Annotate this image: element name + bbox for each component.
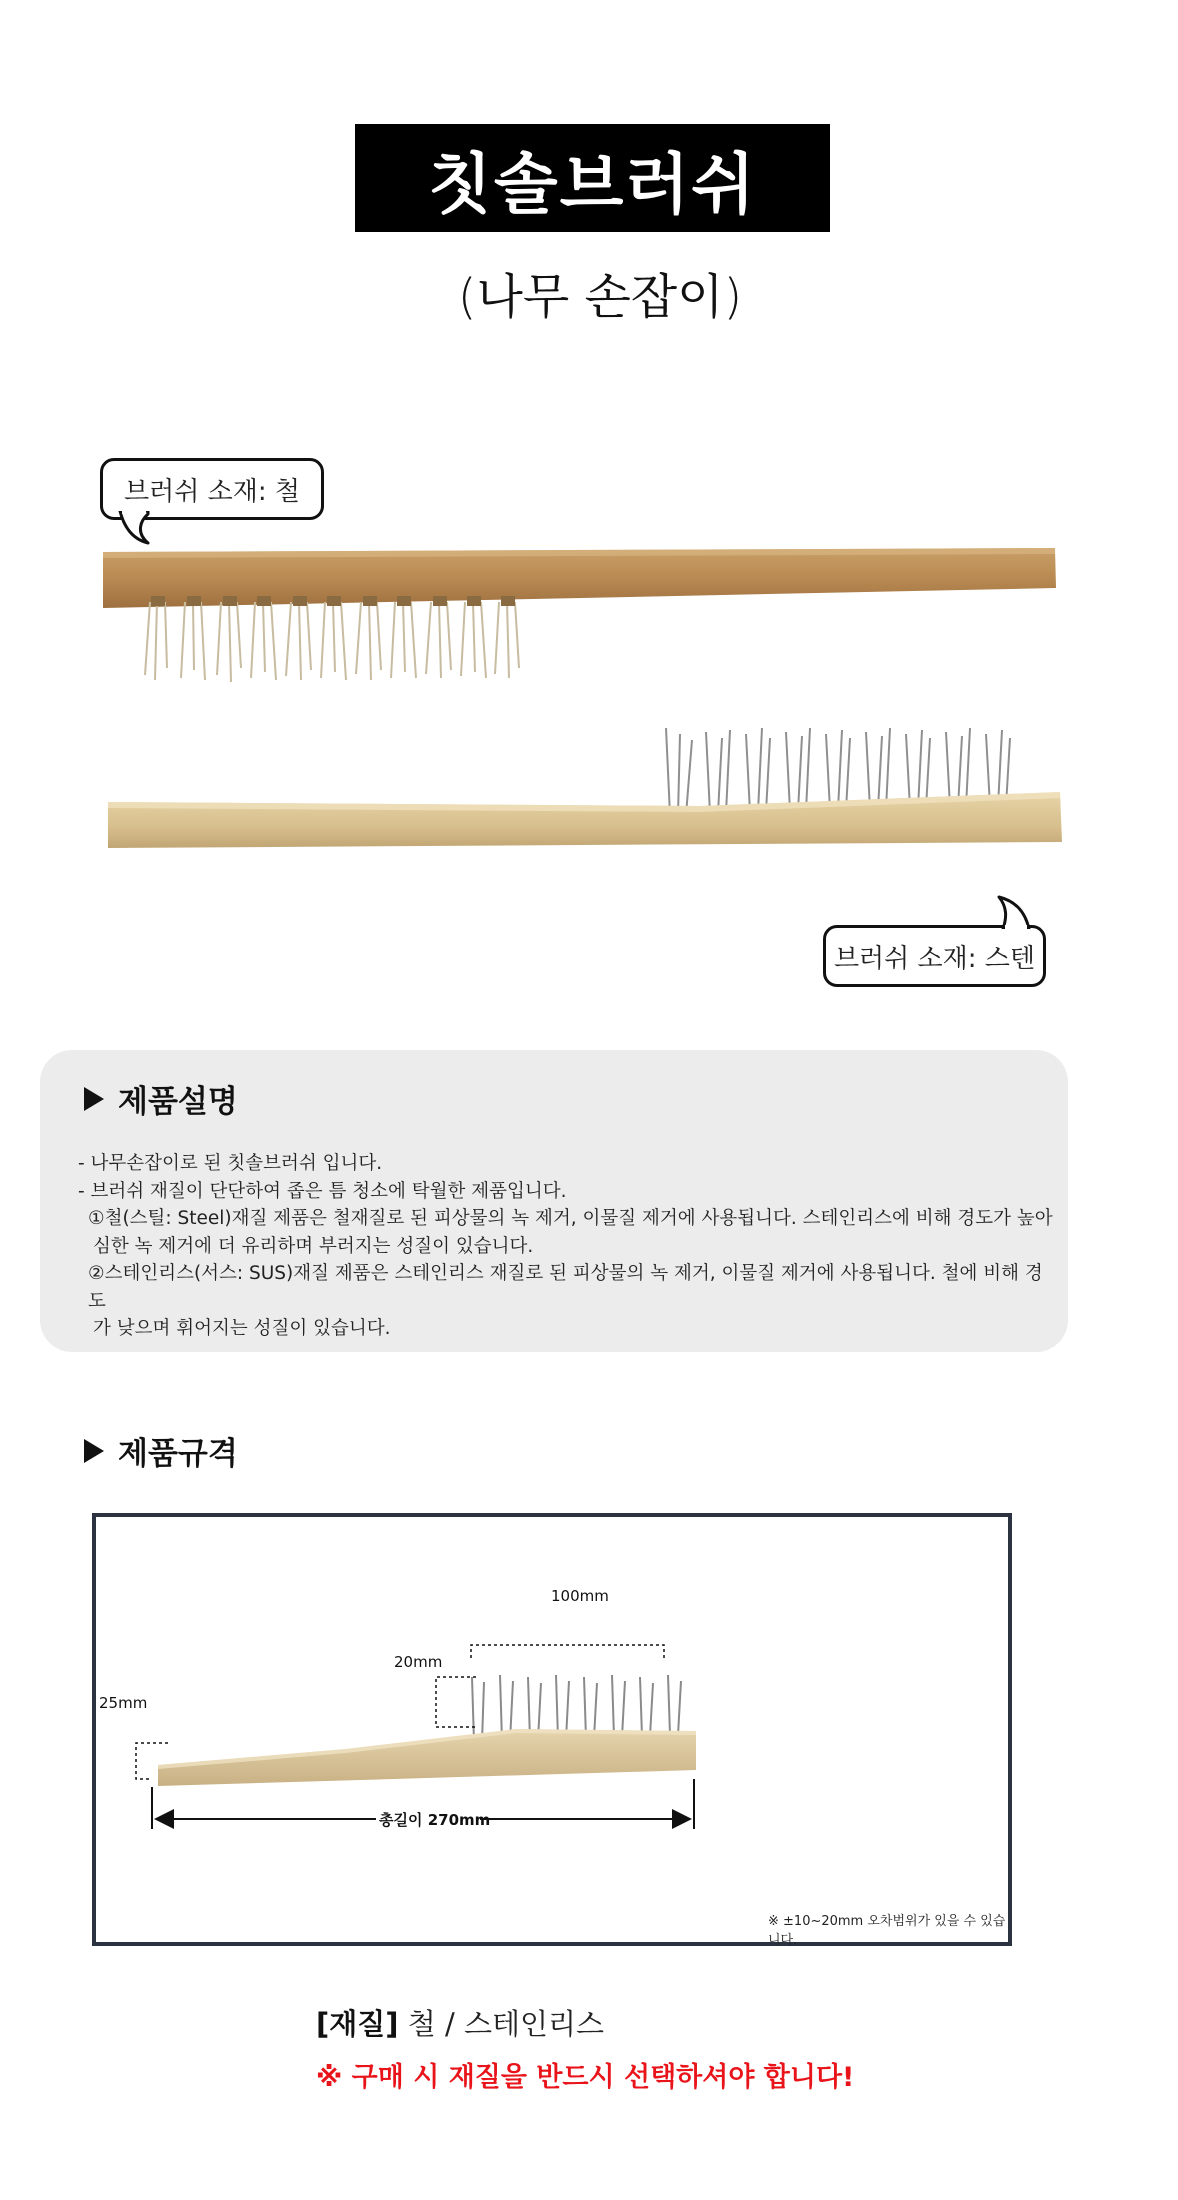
bristle-length-label: 100mm [551,1587,609,1605]
description-line: - 브러쉬 재질이 단단하여 좁은 틈 청소에 탁월한 제품입니다. [78,1180,567,1202]
description-line: 가 낮으며 휘어지는 성질이 있습니다. [93,1318,391,1339]
description-heading: 제품설명 [118,1084,238,1120]
spec-diagram-frame [92,1513,1012,1946]
material-value: 철 / 스테인리스 [407,2007,605,2041]
page-title: 칫솔브러쉬 [428,145,757,223]
stainless-material-bubble [823,925,1046,987]
page-subtitle: (나무 손잡이) [457,269,743,325]
description-line: 심한 녹 제거에 더 유리하며 부러지는 성질이 있습니다. [93,1235,534,1257]
total-length-label: 총길이 270mm [379,1811,491,1829]
spec-heading: 제품규격 [118,1436,238,1472]
material-line [316,2002,604,2043]
bristle-height-label: 20mm [394,1653,443,1671]
steel-brush-photo [95,540,1075,700]
description-text [78,1150,1058,1343]
bubble-tail-bottom [995,893,1035,929]
stainless-brush-photo [100,720,1080,880]
description-panel [40,1050,1068,1352]
triangle-bullet-icon [84,1439,104,1463]
triangle-bullet-icon [84,1087,104,1111]
description-heading-row [84,1076,238,1121]
stainless-material-label: 브러쉬 소재: 스텐 [833,943,1036,974]
material-label: [재질] [316,2007,399,2041]
description-line: - 나무손잡이로 된 칫솔브러쉬 입니다. [78,1153,383,1174]
steel-material-label: 브러쉬 소재: 철 [124,476,300,507]
title-banner [355,124,830,232]
description-line: ①철(스틸: Steel)재질 제품은 철재질로 된 피상물의 녹 제거, 이물질 제거에 사용됩니다. 스테인리스에 비해 경도가 높아 [88,1208,1053,1229]
dimension-diagram [96,1517,1008,1942]
handle-height-label: 25mm [99,1694,148,1712]
bubble-tail-top [118,511,158,547]
tolerance-note: ※ ±10~20mm 오차범위가 있을 수 있습니다. [768,1914,1006,1948]
material-warning: ※ 구매 시 재질을 반드시 선택하셔야 합니다! [316,2062,855,2093]
spec-heading-row [84,1428,238,1473]
description-line: ②스테인리스(서스: SUS)재질 제품은 스테인리스 재질로 된 피상물의 녹 제거, 이물질 제거에 사용됩니다. 철에 비해 경도 [88,1263,1043,1312]
